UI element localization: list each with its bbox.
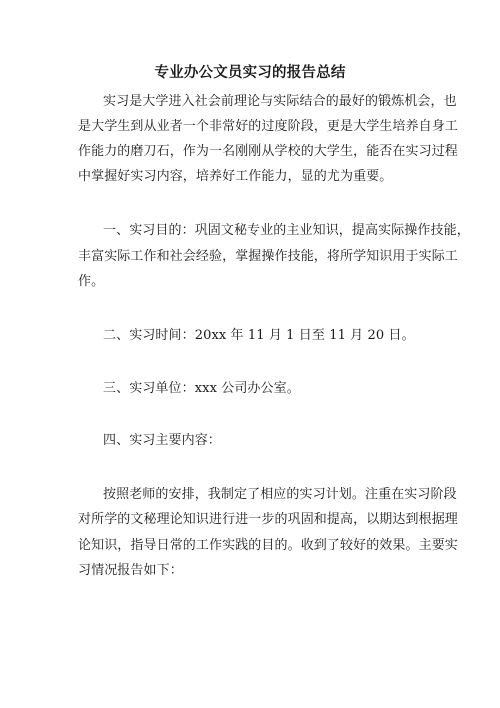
- section2-heading: 二、实习时间：20xx 年 11 月 1 日至 11 月 20 日。: [103, 328, 415, 343]
- intro-line-1: 实习是大学进入社会前理论与实际结合的最好的锻炼机会，也: [103, 94, 457, 109]
- section3-heading: 三、实习单位：xxx 公司办公室。: [103, 381, 300, 396]
- body-line-4: 习情况报告如下：: [78, 563, 183, 578]
- body-line-2: 对所学的文秘理论知识进行进一步的巩固和提高，以期达到根据理: [78, 512, 458, 527]
- body-line-1: 按照老师的安排，我制定了相应的实习计划。注重在实习阶段: [103, 487, 457, 502]
- body-line-3: 论知识，指导日常的工作实践的目的。收到了较好的效果。主要实: [78, 538, 458, 553]
- section4-heading: 四、实习主要内容：: [103, 433, 221, 448]
- section1-line-1: 一、实习目的：巩固文秘专业的主业知识，提高实际操作技能，: [103, 223, 470, 238]
- intro-line-3: 作能力的磨刀石，作为一名刚刚从学校的大学生，能否在实习过程: [78, 144, 458, 159]
- intro-line-4: 中掌握好实习内容，培养好工作能力，显的尤为重要。: [78, 169, 393, 184]
- section1-line-2: 丰富实际工作和社会经验，掌握操作技能，将所学知识用于实际工: [78, 249, 458, 264]
- section1-line-3: 作。: [78, 274, 105, 289]
- document-title: 专业办公文员实习的报告总结: [154, 64, 346, 81]
- intro-line-2: 是大学生到从业者一个非常好的过度阶段，更是大学生培养自身工: [78, 119, 458, 134]
